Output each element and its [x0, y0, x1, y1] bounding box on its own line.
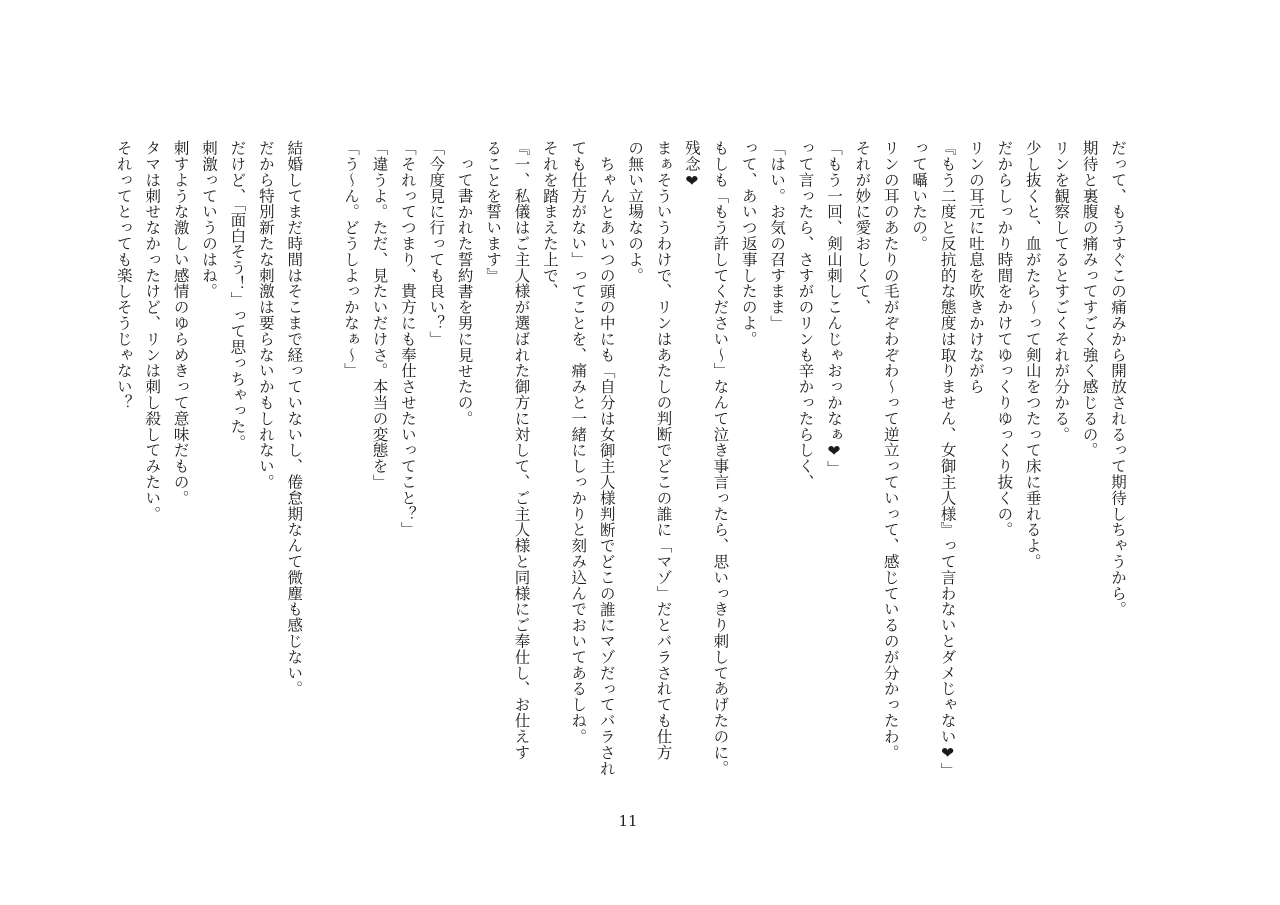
vertical-text-body	[114, 140, 1132, 779]
text-line: ることを誓います』	[484, 140, 503, 284]
text-line: 刺すような激しい感情のゆらめきって意味だもの。	[171, 140, 190, 506]
text-line: って言ったら、さすがのリンも辛かったらしく、	[796, 140, 815, 490]
page-number: 11	[618, 812, 638, 830]
text-line: の無い立場なのよ。	[626, 140, 645, 284]
text-line: だって、もうすぐこの痛みから開放されるって期待しちゃうから。	[1109, 140, 1127, 617]
text-line: 『もう二度と反抗的な態度は取りません、女御主人様』って言わないとダメじゃない❤」	[938, 140, 957, 779]
text-line: って、あいつ返事したのよ。	[739, 140, 758, 347]
text-line: 「もう一回、剣山刺しこんじゃおっかなぁ❤」	[824, 140, 843, 477]
text-line: それを踏まえた上で、	[540, 140, 559, 299]
text-line: 刺激っていうのはね。	[200, 140, 219, 299]
text-line: 「はい。お気の召すまま」	[768, 140, 787, 331]
text-line: 残念❤	[682, 140, 701, 191]
text-line: 「う〜ん。どうしよっかなぁ〜」	[342, 140, 361, 379]
text-line: まぁそういうわけで、リンはあたしの判断でどこの誰に「マゾ」だとバラされても仕方	[654, 140, 673, 761]
text-line: 「違うよ。ただ、見たいだけさ。本当の変態を」	[370, 140, 389, 490]
text-line: 結婚してまだ時間はそこまで経っていないし、倦怠期なんて微塵も感じない。	[285, 140, 304, 697]
text-line: 『一、私儀はご主人様が選ばれた御方に対して、ご主人様と同様にご奉仕し、お仕えす	[512, 140, 531, 761]
text-line: リンを観察してるとすごくそれが分かる。	[1052, 140, 1071, 443]
text-line: それが妙に愛おしくて、	[853, 140, 872, 315]
text-line: 「それってつまり、貴方にも奉仕させたいってこと？」	[398, 140, 417, 538]
text-line: タマは刺せなかったけど、リンは刺し殺してみたい。	[143, 140, 162, 522]
text-line: って書かれた誓約書を男に見せたの。	[455, 155, 474, 426]
text-line: 少し抜くと、血がたら〜って剣山をつたって床に垂れるよ。	[1023, 140, 1042, 570]
text-line: だから特別新たな刺激は要らないかもしれない。	[256, 140, 275, 490]
text-line: ちゃんとあいつの頭の中にも「自分は女御主人様判断でどこの誰にマゾだってバラされ	[597, 155, 616, 776]
text-line: だからしっかり時間をかけてゆっくりゆっくり抜くの。	[995, 140, 1014, 538]
text-line: それってとっても楽しそうじゃない？	[114, 140, 133, 411]
text-line: もしも「もう許してください〜」なんて泣き事言ったら、思いっきり刺してあげたのに。	[711, 140, 730, 776]
text-line: って囁いたの。	[910, 140, 929, 252]
text-line: リンの耳元に吐息を吹きかけながら	[966, 140, 985, 395]
text-line: 期待と裏腹の痛みってすごく強く感じるの。	[1080, 140, 1099, 458]
text-line: だけど、「面白そう！」って思っちゃった。	[228, 140, 247, 451]
paragraph-gap	[308, 140, 336, 150]
text-line: 「今度見に行っても良い？」	[427, 140, 446, 347]
text-line: リンの耳のあたりの毛がぞわぞわ〜って逆立っていって、感じているのが分かったわ。	[881, 140, 900, 761]
text-line: ても仕方がない」ってことを、痛みと一緒にしっかりと刻み込んでおいてあるしね。	[569, 140, 588, 745]
